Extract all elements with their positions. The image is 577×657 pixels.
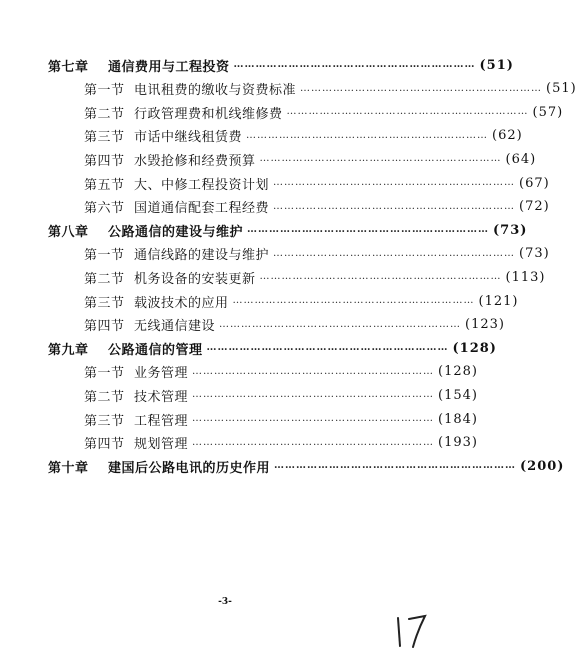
toc-section-row [84, 125, 523, 147]
section-title: 技术管理 [134, 389, 189, 405]
dot-leader: ………………………………………………………… [259, 271, 502, 283]
toc-section-row [84, 266, 546, 288]
handwritten-page-mark [392, 614, 432, 648]
toc-page-number: (128) [438, 364, 478, 380]
dot-leader: ………………………………………………………… [232, 295, 475, 306]
section-title: 电讯租费的缴收与资费标准 [134, 83, 297, 99]
dot-leader: ………………………………………………………… [246, 129, 489, 141]
toc-page-number: (72) [519, 199, 550, 215]
dot-leader: ………………………………………………………… [192, 436, 435, 448]
toc-section-row [84, 314, 505, 336]
toc-section-row [84, 78, 577, 100]
dot-leader: ………………………………………………………… [274, 460, 517, 472]
toc-page-number: (51) [479, 57, 514, 73]
toc-section-row [84, 290, 519, 312]
toc-section-row [84, 432, 478, 454]
toc-section-row [84, 101, 564, 123]
toc-chapter-row [48, 455, 565, 477]
toc-section-row [84, 243, 550, 265]
section-number: 第五节 [84, 177, 125, 193]
dot-leader: ………………………………………………………… [219, 318, 462, 330]
section-number: 第二节 [84, 389, 125, 405]
chapter-number: 第七章 [48, 59, 89, 75]
toc-page-number: (123) [465, 317, 505, 333]
section-number: 第一节 [84, 83, 125, 99]
dot-leader: ………………………………………………………… [233, 59, 476, 70]
toc-page-number: (64) [505, 151, 537, 167]
toc-page-number: (121) [478, 293, 519, 309]
chapter-number: 第九章 [48, 342, 89, 358]
section-title: 业务管理 [134, 366, 189, 382]
dot-leader: ………………………………………………………… [273, 200, 516, 212]
toc-page-number: (154) [438, 387, 478, 403]
dot-leader: ………………………………………………………… [206, 342, 449, 354]
dot-leader: ………………………………………………………… [273, 177, 516, 188]
dot-leader: ………………………………………………………… [247, 224, 490, 236]
section-title: 大、中修工程投资计划 [134, 177, 270, 193]
section-number: 第四节 [84, 437, 125, 453]
dot-leader: ………………………………………………………… [273, 247, 516, 259]
dot-leader: ………………………………………………………… [286, 106, 529, 118]
toc-page-number: (128) [452, 340, 497, 356]
chapter-title: 公路通信的管理 [108, 342, 203, 358]
toc-page-number: (184) [438, 411, 478, 427]
section-title: 机务设备的安装更新 [134, 271, 256, 287]
section-number: 第三节 [84, 295, 125, 311]
toc-section-row [84, 361, 478, 383]
toc-page-number: (73) [519, 246, 550, 262]
toc-page-number: (57) [532, 104, 564, 120]
section-number: 第四节 [84, 319, 125, 335]
toc-page-number: (200) [520, 458, 565, 474]
section-title: 工程管理 [134, 413, 189, 429]
chapter-title: 通信费用与工程投资 [108, 59, 230, 75]
toc-chapter-row [48, 337, 497, 359]
section-number: 第二节 [84, 106, 125, 122]
dot-leader: ………………………………………………………… [192, 389, 435, 401]
toc-page-number: (73) [493, 222, 528, 238]
section-number: 第一节 [84, 248, 125, 264]
toc-page-number: (62) [492, 128, 523, 144]
toc-section-row [84, 408, 478, 430]
toc-page-number: (193) [438, 435, 478, 451]
dot-leader: ………………………………………………………… [192, 365, 435, 377]
toc-chapter-row [48, 219, 528, 241]
toc-section-row [84, 172, 550, 194]
section-title: 规划管理 [134, 437, 189, 453]
dot-leader: ………………………………………………………… [259, 153, 502, 165]
section-title: 国道通信配套工程经费 [134, 201, 270, 217]
chapter-number: 第十章 [48, 460, 89, 476]
toc-page-number: (67) [519, 175, 550, 191]
toc-section-row [84, 384, 478, 406]
section-title: 行政管理费和机线维修费 [134, 106, 283, 122]
toc-section-row [84, 148, 537, 170]
section-number: 第三节 [84, 413, 125, 429]
section-title: 载波技术的应用 [134, 295, 229, 311]
section-title: 水毁抢修和经费预算 [134, 153, 256, 169]
section-number: 第三节 [84, 130, 125, 146]
toc-page-number: (51) [546, 81, 577, 97]
section-number: 第一节 [84, 366, 125, 382]
section-title: 通信线路的建设与维护 [134, 248, 270, 264]
chapter-title: 建国后公路电讯的历史作用 [108, 460, 271, 476]
toc-section-row [84, 196, 550, 218]
chapter-title: 公路通信的建设与维护 [108, 224, 244, 240]
section-number: 第二节 [84, 271, 125, 287]
toc-page-number: (113) [505, 269, 546, 285]
footer-page-number: -3- [218, 597, 232, 607]
dot-leader: ………………………………………………………… [192, 413, 435, 424]
toc-chapter-row [48, 54, 514, 76]
section-title: 市话中继线租赁费 [134, 130, 243, 146]
dot-leader: ………………………………………………………… [300, 82, 543, 94]
section-number: 第四节 [84, 153, 125, 169]
chapter-number: 第八章 [48, 224, 89, 240]
section-number: 第六节 [84, 201, 125, 217]
section-title: 无线通信建设 [134, 319, 216, 335]
